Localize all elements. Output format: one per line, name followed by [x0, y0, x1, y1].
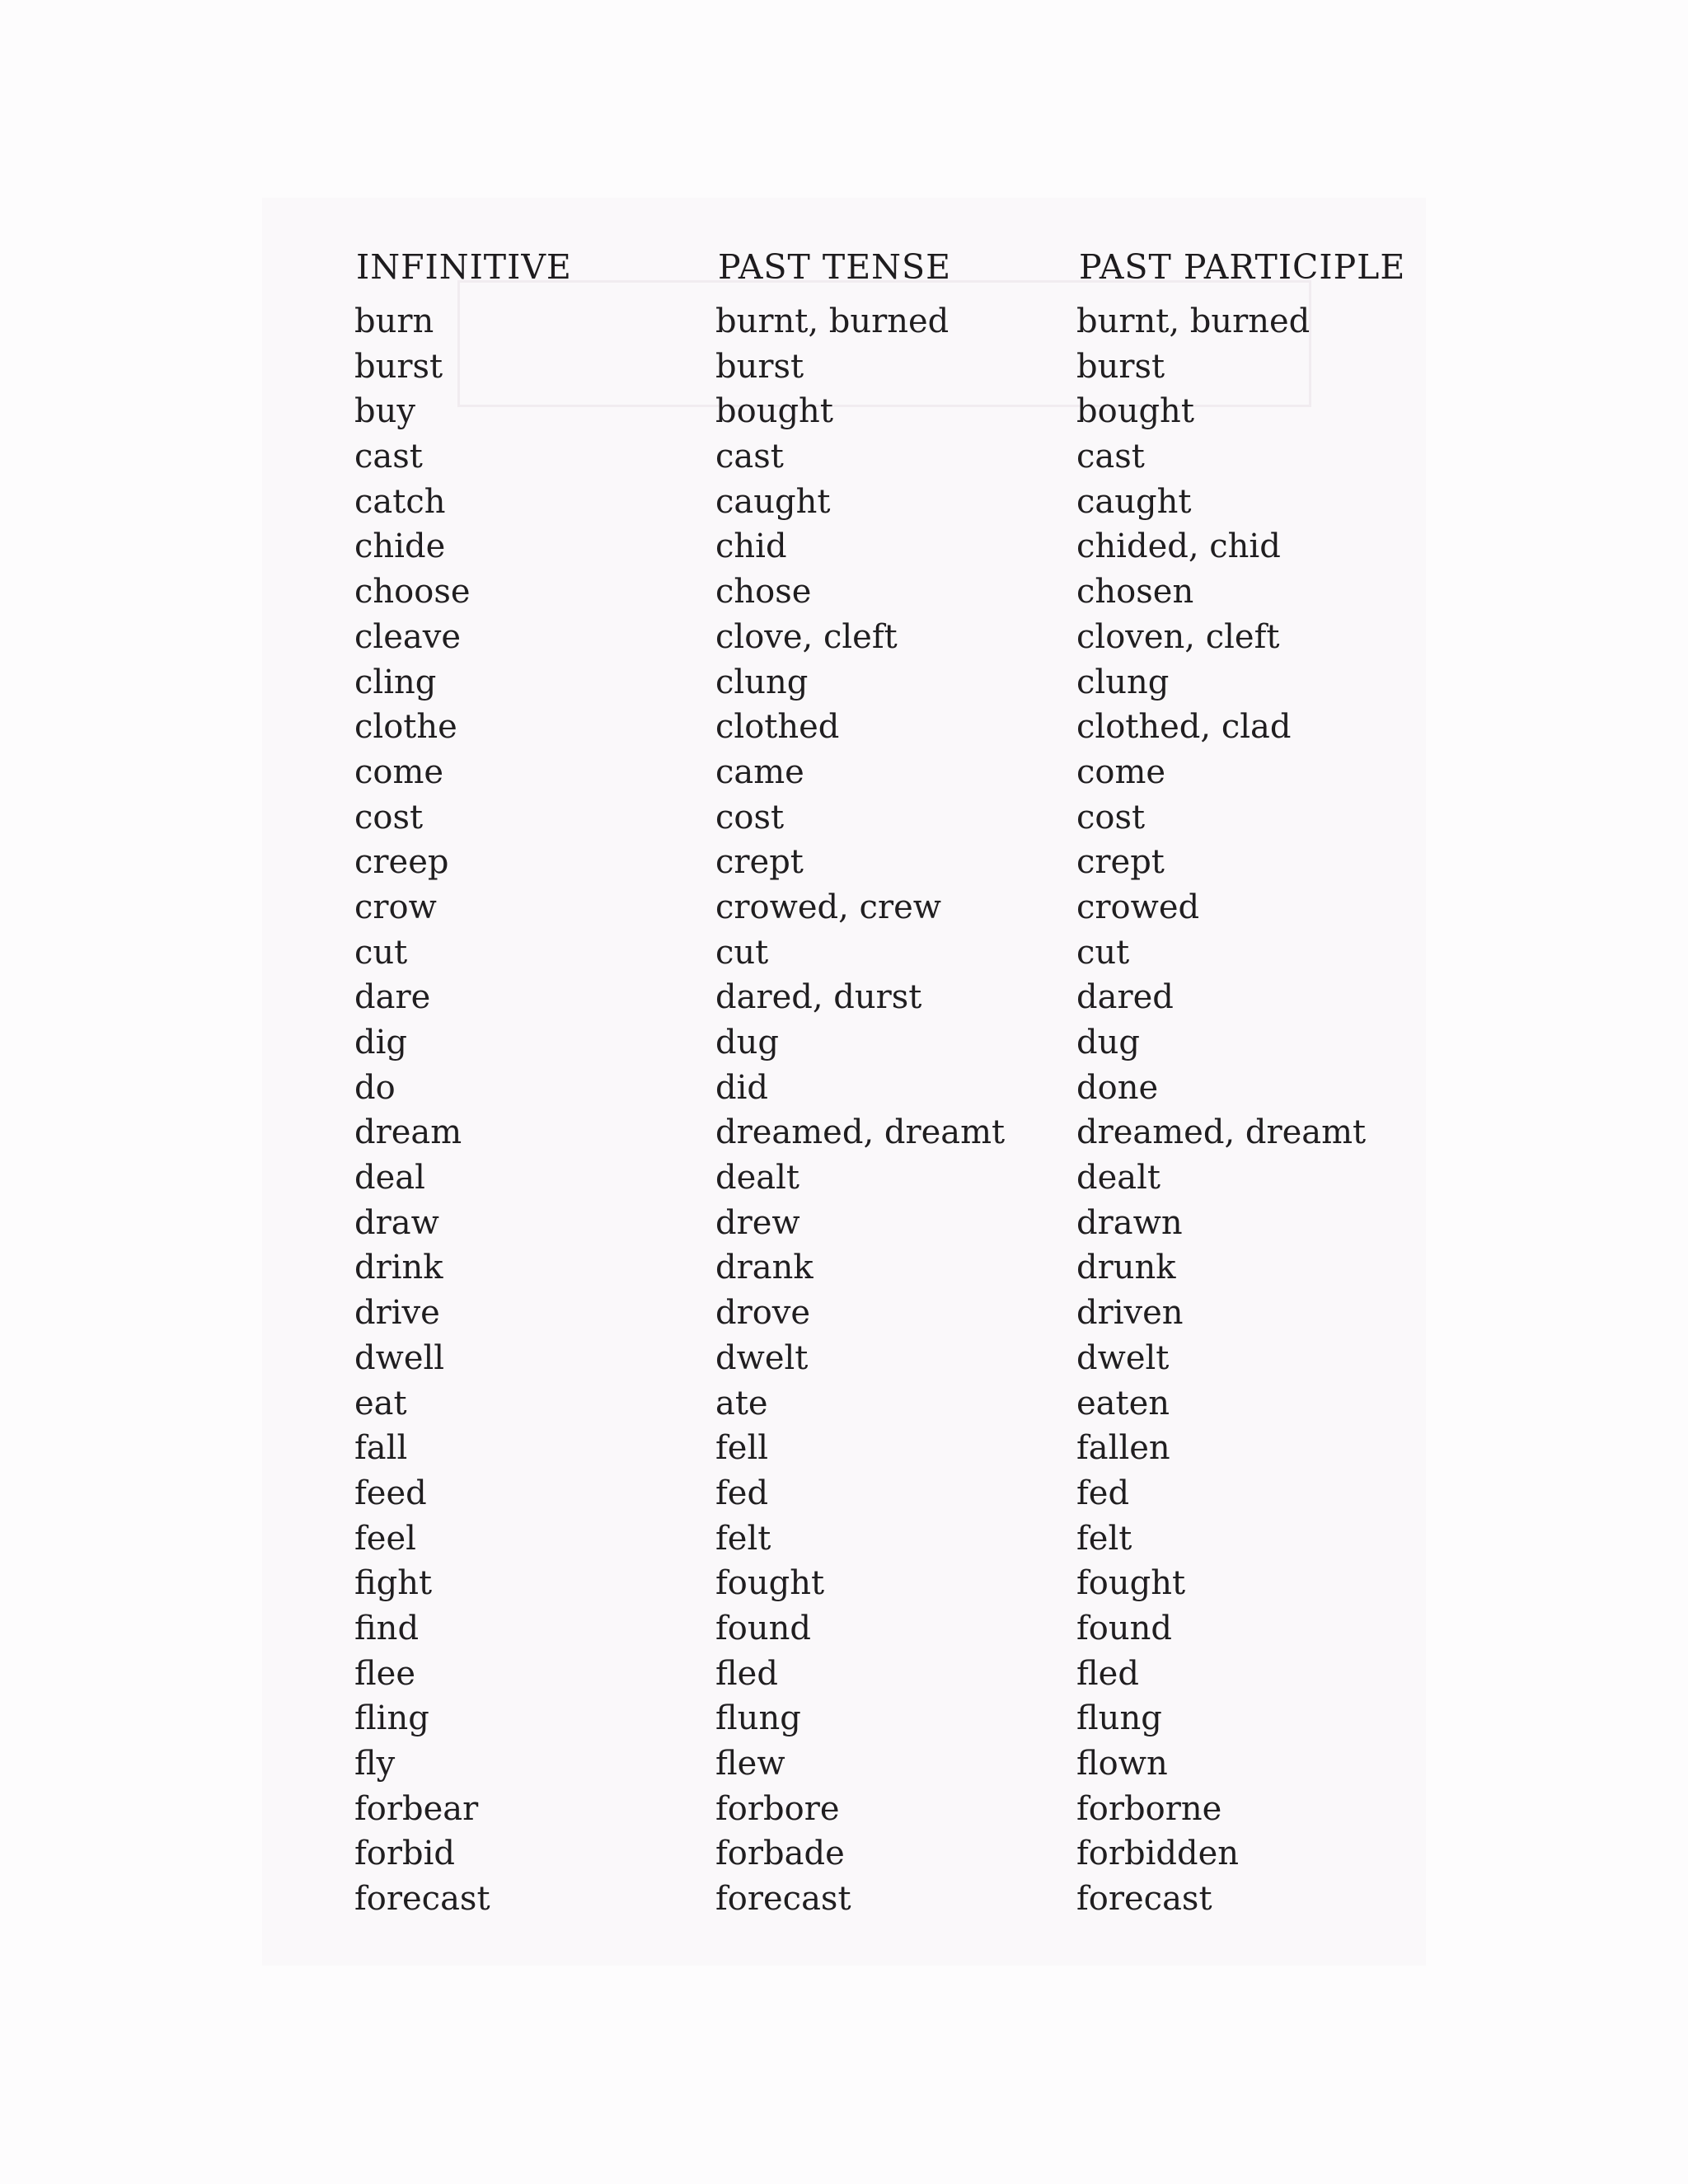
past-participle-cell: dealt: [1076, 1159, 1160, 1197]
table-row: [0, 661, 1688, 706]
table-row: [0, 841, 1688, 886]
table-row: [0, 1246, 1688, 1291]
past-participle-cell: crowed: [1076, 888, 1200, 926]
past-tense-cell: drank: [715, 1249, 814, 1287]
infinitive-cell: eat: [354, 1384, 407, 1422]
past-tense-cell: flew: [715, 1745, 785, 1783]
past-participle-cell: clung: [1076, 663, 1170, 701]
infinitive-cell: feed: [354, 1474, 427, 1512]
infinitive-cell: catch: [354, 482, 446, 521]
past-participle-cell: flown: [1076, 1745, 1168, 1783]
infinitive-cell: dig: [354, 1024, 408, 1062]
header-past-participle: PAST PARTICIPLE: [1079, 247, 1406, 287]
table-row: [0, 300, 1688, 345]
past-participle-cell: found: [1076, 1609, 1173, 1647]
past-participle-cell: felt: [1076, 1519, 1132, 1558]
past-participle-cell: chided, chid: [1076, 527, 1281, 566]
infinitive-cell: forecast: [354, 1880, 490, 1919]
past-participle-cell: bought: [1076, 392, 1194, 431]
past-participle-cell: cut: [1076, 933, 1130, 972]
infinitive-cell: dare: [354, 978, 431, 1017]
past-participle-cell: fallen: [1076, 1429, 1170, 1468]
past-tense-cell: came: [715, 752, 804, 791]
infinitive-cell: draw: [354, 1203, 439, 1242]
past-tense-cell: cast: [715, 438, 784, 476]
infinitive-cell: cleave: [354, 617, 461, 656]
past-tense-cell: bought: [715, 392, 833, 431]
infinitive-cell: dream: [354, 1113, 462, 1152]
past-participle-cell: fled: [1076, 1654, 1139, 1693]
past-tense-cell: fought: [715, 1564, 825, 1603]
table-row: [0, 1517, 1688, 1563]
past-participle-cell: done: [1076, 1068, 1159, 1107]
table-row: [0, 1788, 1688, 1833]
infinitive-cell: dwell: [354, 1338, 445, 1377]
past-tense-cell: clung: [715, 663, 809, 701]
past-tense-cell: flung: [715, 1699, 801, 1738]
header-past-tense: PAST TENSE: [718, 247, 952, 287]
table-row: [0, 705, 1688, 751]
past-tense-cell: ate: [715, 1384, 768, 1422]
past-participle-cell: forbidden: [1076, 1835, 1240, 1873]
infinitive-cell: feel: [354, 1519, 416, 1558]
infinitive-cell: fling: [354, 1699, 429, 1738]
past-tense-cell: dug: [715, 1024, 779, 1062]
past-tense-cell: dealt: [715, 1159, 799, 1197]
past-participle-cell: caught: [1076, 482, 1192, 521]
infinitive-cell: fight: [354, 1564, 433, 1603]
past-participle-cell: fought: [1076, 1564, 1186, 1603]
past-tense-cell: burst: [715, 347, 804, 386]
past-participle-cell: dreamed, dreamt: [1076, 1113, 1367, 1152]
table-row: [0, 1697, 1688, 1742]
past-participle-cell: forecast: [1076, 1880, 1212, 1919]
past-participle-cell: cast: [1076, 438, 1145, 476]
table-row: [0, 886, 1688, 931]
table-row: [0, 1652, 1688, 1698]
infinitive-cell: creep: [354, 843, 449, 882]
table-row: [0, 1111, 1688, 1156]
infinitive-cell: fall: [354, 1429, 408, 1468]
table-row: [0, 1337, 1688, 1382]
past-tense-cell: forbore: [715, 1789, 840, 1828]
past-tense-cell: chid: [715, 527, 787, 566]
infinitive-cell: clothe: [354, 708, 457, 747]
table-row: [0, 1382, 1688, 1427]
table-row: [0, 1427, 1688, 1472]
table-row: [0, 976, 1688, 1021]
table-row: [0, 616, 1688, 661]
infinitive-cell: drive: [354, 1294, 440, 1333]
past-participle-cell: cost: [1076, 798, 1146, 837]
past-tense-cell: cut: [715, 933, 769, 972]
infinitive-cell: crow: [354, 888, 437, 926]
past-participle-cell: cloven, cleft: [1076, 617, 1280, 656]
past-tense-cell: crept: [715, 843, 804, 882]
table-row: [0, 1562, 1688, 1607]
past-participle-cell: chosen: [1076, 573, 1194, 612]
infinitive-cell: burst: [354, 347, 443, 386]
past-tense-cell: forecast: [715, 1880, 851, 1919]
table-row: [0, 390, 1688, 435]
past-tense-cell: drew: [715, 1203, 800, 1242]
table-row: [0, 751, 1688, 796]
table-row: [0, 345, 1688, 391]
header-infinitive: INFINITIVE: [356, 247, 572, 287]
table-row: [0, 1742, 1688, 1788]
table-row: [0, 1156, 1688, 1202]
infinitive-cell: come: [354, 752, 444, 791]
past-participle-cell: dug: [1076, 1024, 1140, 1062]
past-tense-cell: dwelt: [715, 1338, 809, 1377]
past-participle-cell: drunk: [1076, 1249, 1176, 1287]
past-tense-cell: clove, cleft: [715, 617, 898, 656]
past-participle-cell: forborne: [1076, 1789, 1222, 1828]
past-tense-cell: did: [715, 1068, 769, 1107]
past-participle-cell: flung: [1076, 1699, 1162, 1738]
past-participle-cell: fed: [1076, 1474, 1130, 1512]
past-participle-cell: crept: [1076, 843, 1165, 882]
past-tense-cell: caught: [715, 482, 831, 521]
infinitive-cell: deal: [354, 1159, 425, 1197]
table-row: [0, 1202, 1688, 1247]
past-tense-cell: fled: [715, 1654, 778, 1693]
infinitive-cell: cost: [354, 798, 424, 837]
table-row: [0, 525, 1688, 570]
table-row: [0, 570, 1688, 616]
table-row: [0, 480, 1688, 526]
infinitive-cell: do: [354, 1068, 396, 1107]
past-tense-cell: felt: [715, 1519, 771, 1558]
table-row: [0, 1877, 1688, 1923]
past-participle-cell: clothed, clad: [1076, 708, 1292, 747]
past-participle-cell: dared: [1076, 978, 1174, 1017]
past-participle-cell: eaten: [1076, 1384, 1170, 1422]
table-row: [0, 1291, 1688, 1337]
table-row: [0, 435, 1688, 480]
past-participle-cell: dwelt: [1076, 1338, 1170, 1377]
infinitive-cell: choose: [354, 573, 471, 612]
past-tense-cell: clothed: [715, 708, 840, 747]
past-tense-cell: chose: [715, 573, 812, 612]
infinitive-cell: buy: [354, 392, 415, 431]
infinitive-cell: chide: [354, 527, 446, 566]
past-tense-cell: dreamed, dreamt: [715, 1113, 1006, 1152]
table-row: [0, 1607, 1688, 1652]
infinitive-cell: find: [354, 1609, 420, 1647]
table-row: [0, 1472, 1688, 1517]
table-header: [0, 247, 1688, 288]
past-tense-cell: drove: [715, 1294, 811, 1333]
past-tense-cell: crowed, crew: [715, 888, 941, 926]
infinitive-cell: flee: [354, 1654, 416, 1693]
past-tense-cell: forbade: [715, 1835, 845, 1873]
table-row: [0, 796, 1688, 841]
infinitive-cell: cast: [354, 438, 423, 476]
past-participle-cell: drawn: [1076, 1203, 1183, 1242]
infinitive-cell: fly: [354, 1745, 396, 1783]
past-tense-cell: found: [715, 1609, 812, 1647]
infinitive-cell: burn: [354, 302, 434, 340]
past-tense-cell: dared, durst: [715, 978, 922, 1017]
infinitive-cell: forbid: [354, 1835, 456, 1873]
table-row: [0, 1021, 1688, 1066]
infinitive-cell: cut: [354, 933, 408, 972]
infinitive-cell: forbear: [354, 1789, 479, 1828]
table-row: [0, 1832, 1688, 1877]
past-participle-cell: come: [1076, 752, 1166, 791]
table-row: [0, 931, 1688, 977]
past-tense-cell: fed: [715, 1474, 769, 1512]
infinitive-cell: drink: [354, 1249, 443, 1287]
table-row: [0, 1066, 1688, 1112]
past-participle-cell: driven: [1076, 1294, 1184, 1333]
past-participle-cell: burst: [1076, 347, 1165, 386]
past-tense-cell: cost: [715, 798, 785, 837]
past-tense-cell: burnt, burned: [715, 302, 950, 340]
infinitive-cell: cling: [354, 663, 437, 701]
past-tense-cell: fell: [715, 1429, 769, 1468]
past-participle-cell: burnt, burned: [1076, 302, 1311, 340]
table-body: [0, 300, 1688, 1923]
